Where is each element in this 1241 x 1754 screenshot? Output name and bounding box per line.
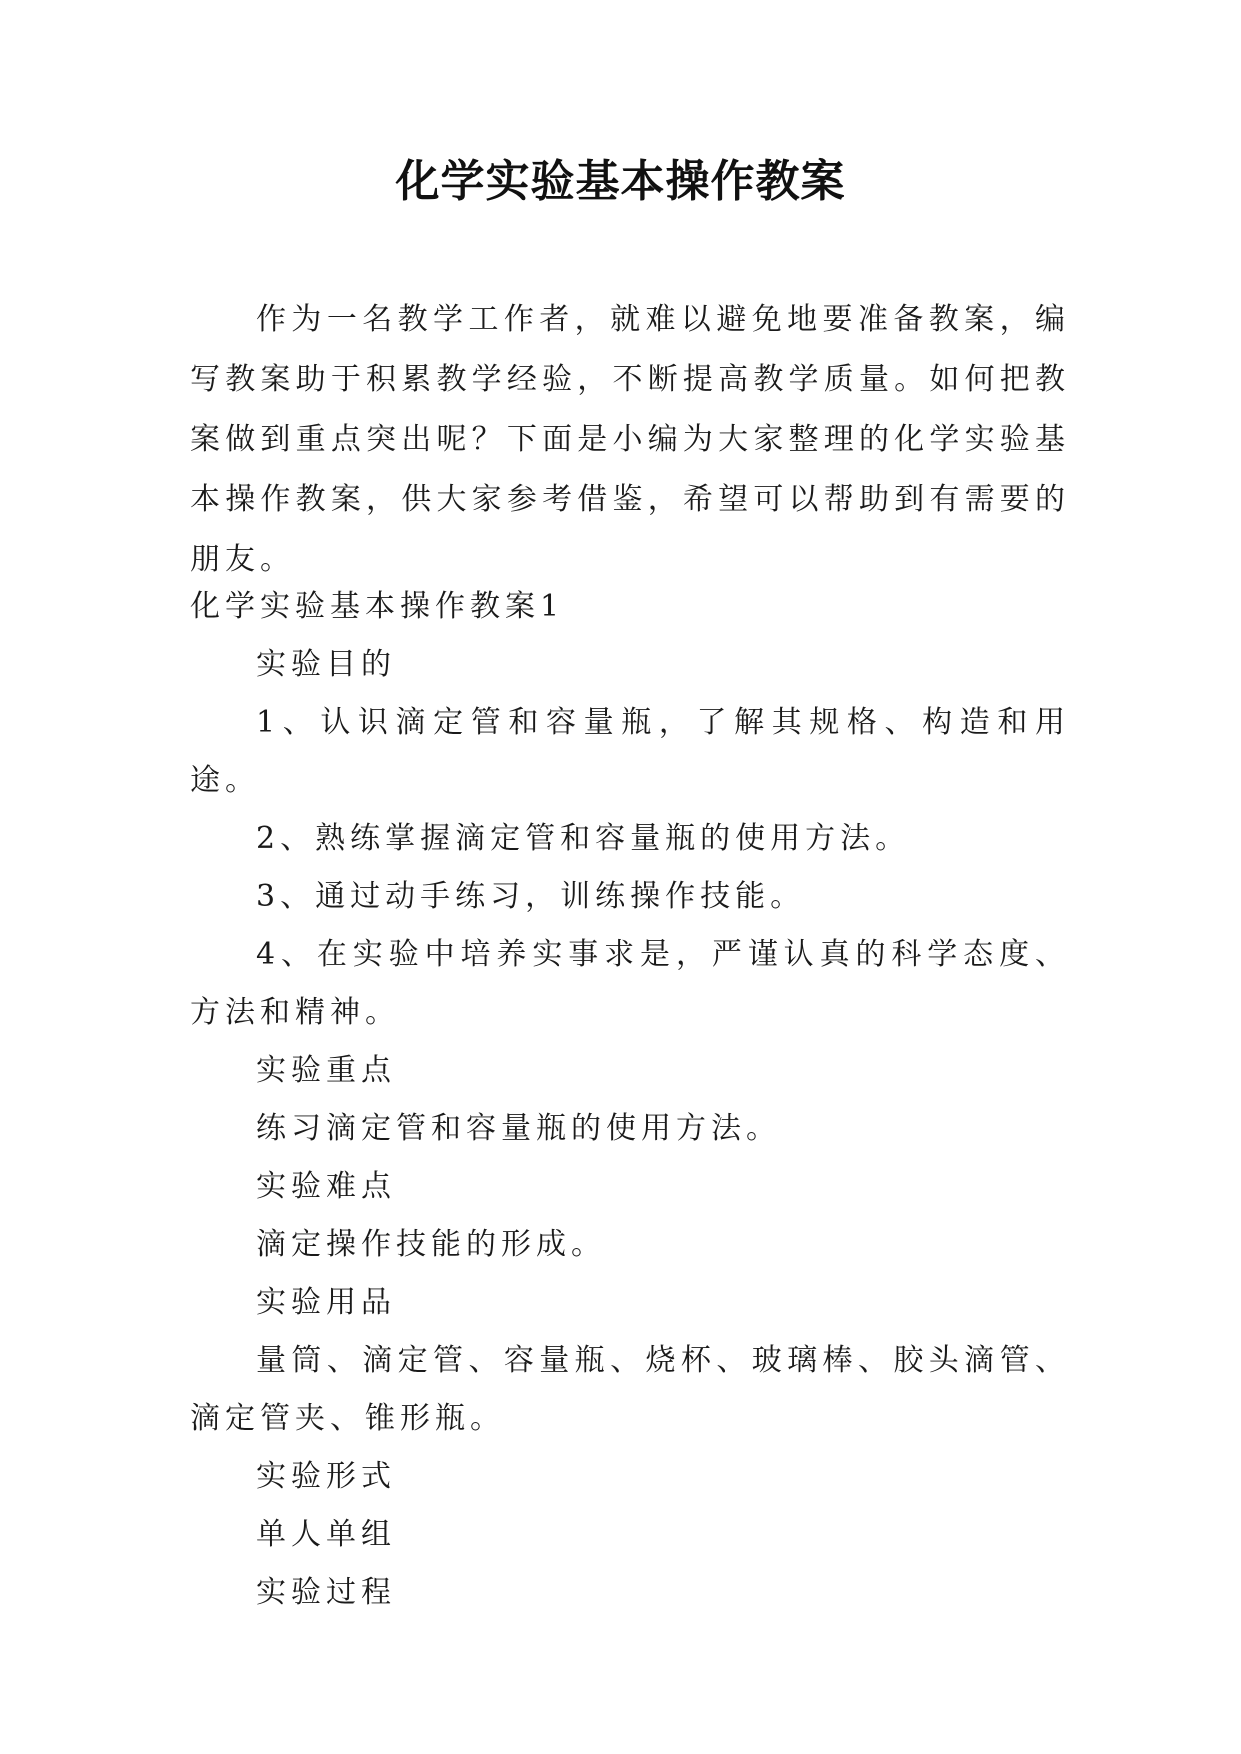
heading-format: 实验形式 <box>256 1459 396 1494</box>
purpose-item-1: 1、认识滴定管和容量瓶，了解其规格、构造和用途。 <box>190 705 1070 798</box>
heading-difficulty: 实验难点 <box>256 1169 396 1204</box>
purpose-item-4: 4、在实验中培养实事求是，严谨认真的科学态度、方法和精神。 <box>190 937 1070 1030</box>
document-body <box>190 578 1070 1622</box>
intro-paragraph: 作为一名教学工作者，就难以避免地要准备教案，编写教案助于积累教学经验，不断提高教学质量。如何把教案做到重点突出呢？下面是小编为大家整理的化学实验基本操作教案，供大家参考借鉴，希望可以帮助到有需要的朋友。 <box>190 302 1070 577</box>
document-title: 化学实验基本操作教案 <box>395 156 846 207</box>
format-text: 单人单组 <box>256 1517 396 1552</box>
difficulty-text: 滴定操作技能的形成。 <box>256 1227 606 1262</box>
heading-materials: 实验用品 <box>256 1285 396 1320</box>
purpose-item-3: 3、通过动手练习，训练操作技能。 <box>256 879 806 914</box>
heading-experiment-purpose: 实验目的 <box>256 647 396 682</box>
materials-text: 量筒、滴定管、容量瓶、烧杯、玻璃棒、胶头滴管、滴定管夹、锥形瓶。 <box>190 1343 1070 1436</box>
purpose-item-2: 2、熟练掌握滴定管和容量瓶的使用方法。 <box>256 821 911 856</box>
heading-process: 实验过程 <box>256 1575 396 1610</box>
key-point-text: 练习滴定管和容量瓶的使用方法。 <box>256 1111 781 1146</box>
heading-key-point: 实验重点 <box>256 1053 396 1088</box>
section-heading: 化学实验基本操作教案1 <box>190 589 565 624</box>
